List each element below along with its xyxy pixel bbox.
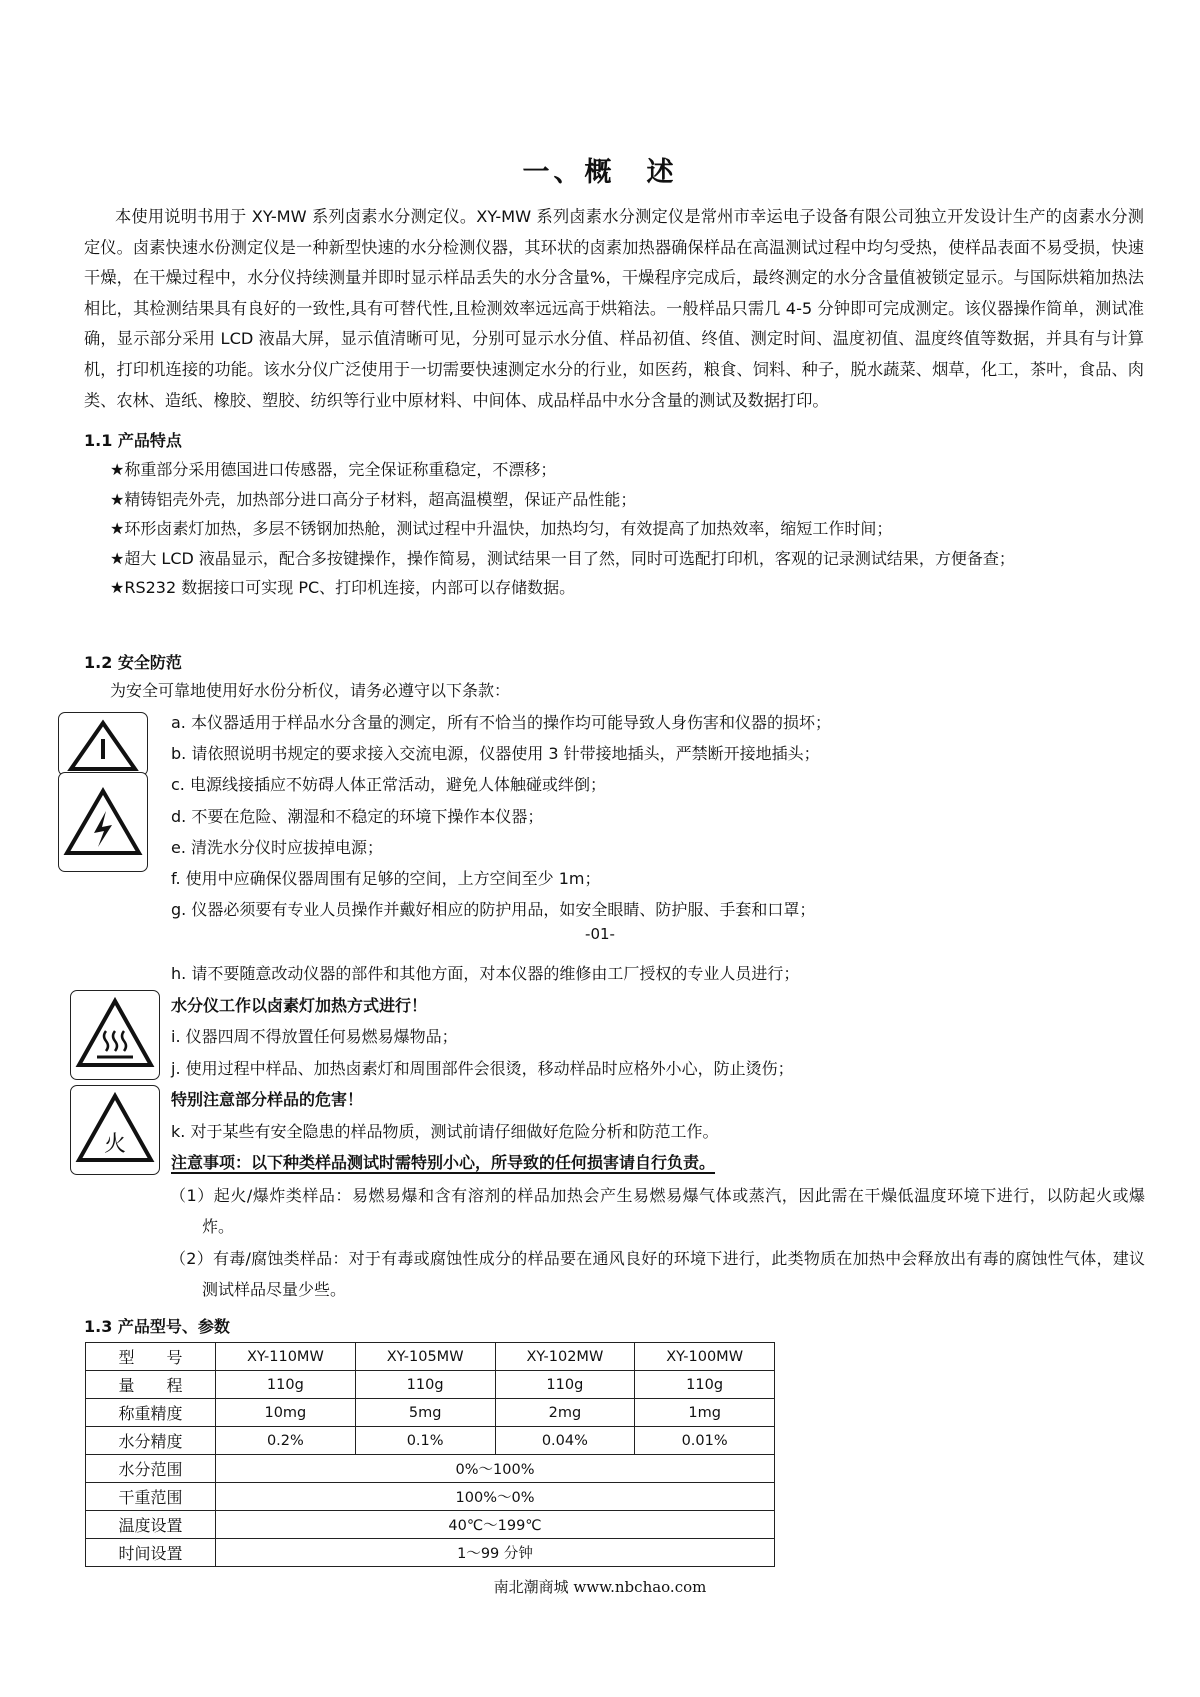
table-row xyxy=(86,1427,775,1455)
model-cell: XY-100MW xyxy=(635,1343,775,1371)
table-row xyxy=(86,1371,775,1399)
table-cell: 1mg xyxy=(635,1399,775,1427)
row-label: 水分范围 xyxy=(86,1455,216,1483)
table-cell: 2mg xyxy=(495,1399,635,1427)
table-row xyxy=(86,1343,775,1371)
list-item: j. 使用过程中样品、加热卤素灯和周围部件会很烫，移动样品时应格外小心，防止烫伤； xyxy=(171,1058,794,1078)
list-item: d. 不要在危险、潮湿和不稳定的环境下操作本仪器； xyxy=(171,806,544,826)
safety-heading: 1.2 安全防范 xyxy=(84,653,182,672)
table-cell: 40℃～199℃ xyxy=(216,1511,775,1539)
sample-warning: 特别注意部分样品的危害！ xyxy=(171,1090,364,1109)
page-title: 一、概 述 xyxy=(522,157,678,188)
table-cell: 0.1% xyxy=(355,1427,495,1455)
list-item: a. 本仪器适用于样品水分含量的测定，所有不恰当的操作均可能导致人身伤害和仪器的损坏； xyxy=(171,713,831,732)
intro-paragraph: 本使用说明书用于 XY-MW 系列卤素水分测定仪。XY-MW 系列卤素水分测定仪是常州市幸运电子设备有限公司独立开发设计生产的卤素水分测定仪。卤素快速水份测定仪是一种新型快速的水分检测仪器，其环状的卤素加热器确保样品在高温测试过程中均匀受热，使样品表面不易受损，快速干燥，在干燥过程中，水分仪持续测量并即时显示样品丢失的水分含量%，干燥程序完成后，最终测定的水分含量值被锁定显示。与国际烘箱加热法相比，其检测结果具有良好的一致性,具有可替代性,且检测效率远远高于烘箱法。一般样品只需几 4-5 分钟即可完成测定。该仪器操作简单，测试准确，显示部分采用 LCD 液晶大屏，显示值清晰可见，分别可显示水分值、样品初值、终值、测定时间、温度初值、温度终值等数据，并具有与计算机，打印机连接的功能。该水分仪广泛使用于一切需要快速测定水分的行业，如医药，粮食、饲料、种子，脱水蔬菜、烟草，化工，茶叶，食品、肉类、农林、造纸、橡胶、塑胶、纺织等行业中原材料、中间体、成品样品中水分含量的测试及数据打印。 xyxy=(84,207,1144,410)
safety-items xyxy=(171,707,831,925)
table-cell: 110g xyxy=(216,1371,356,1399)
list-item: b. 请依照说明书规定的要求接入交流电源，仪器使用 3 针带接地插头，严禁断开接地插头； xyxy=(171,744,820,764)
hot-surface-icon xyxy=(70,990,160,1080)
model-cell: XY-105MW xyxy=(355,1343,495,1371)
notice-heading: 注意事项：以下种类样品测试时需特别小心，所导致的任何损害请自行负责。 xyxy=(171,1153,716,1172)
table-cell: 5mg xyxy=(355,1399,495,1427)
list-item: h. 请不要随意改动仪器的部件和其他方面，对本仪器的维修由工厂授权的专业人员进行； xyxy=(171,964,800,983)
table-row xyxy=(86,1455,775,1483)
list-item: f. 使用中应确保仪器周围有足够的空间，上方空间至少 1m； xyxy=(171,869,601,889)
spec-heading: 1.3 产品型号、参数 xyxy=(84,1317,230,1336)
table-row xyxy=(86,1539,775,1567)
features-list xyxy=(110,455,1015,603)
notes xyxy=(170,1180,1145,1306)
note-item: （2）有毒/腐蚀类样品：对于有毒或腐蚀性成分的样品要在通风良好的环境下进行，此类物质在加热中会释放出有毒的腐蚀性气体，建议测试样品尽量少些。 xyxy=(170,1249,1145,1299)
list-item: g. 仪器必须要有专业人员操作并戴好相应的防护用品，如安全眼睛、防护服、手套和口罩； xyxy=(171,900,816,920)
table-row xyxy=(86,1399,775,1427)
table-cell: 110g xyxy=(495,1371,635,1399)
features-heading: 1.1 产品特点 xyxy=(84,431,182,450)
list-item: ★环形卤素灯加热，多层不锈钢加热舱，测试过程中升温快，加热均匀，有效提高了加热效率，缩短工作时间； xyxy=(110,519,893,538)
safety-intro: 为安全可靠地使用好水份分析仪，请务必遵守以下条款： xyxy=(110,681,511,700)
row-label: 温度设置 xyxy=(86,1511,216,1539)
table-row xyxy=(86,1511,775,1539)
fire-icon-label: 火 xyxy=(103,1132,127,1157)
footer-watermark: 南北潮商城 www.nbchao.com xyxy=(493,1578,707,1596)
table-cell: 0%～100% xyxy=(216,1455,775,1483)
list-item: ★超大 LCD 液晶显示，配合多按键操作，操作简易，测试结果一目了然，同时可选配打印机，客观的记录测试结果，方便备查； xyxy=(110,548,1015,568)
heat-warning: 水分仪工作以卤素灯加热方式进行！ xyxy=(171,995,428,1015)
table-cell: 0.2% xyxy=(216,1427,356,1455)
row-label: 量 程 xyxy=(86,1371,216,1399)
table-cell: 1～99 分钟 xyxy=(216,1539,775,1567)
electric-shock-icon xyxy=(58,772,148,872)
row-label: 称重精度 xyxy=(86,1399,216,1427)
table-cell: 10mg xyxy=(216,1399,356,1427)
row-label: 时间设置 xyxy=(86,1539,216,1567)
list-item: ★称重部分采用德国进口传感器，完全保证称重稳定，不漂移； xyxy=(110,460,557,479)
list-item: c. 电源线接插应不妨碍人体正常活动，避免人体触碰或绊倒； xyxy=(171,775,606,795)
table-row xyxy=(86,1483,775,1511)
spec-table xyxy=(85,1342,775,1567)
model-cell: XY-102MW xyxy=(495,1343,635,1371)
model-cell: XY-110MW xyxy=(216,1343,356,1371)
list-item: e. 清洗水分仪时应拔掉电源； xyxy=(171,837,384,857)
page-number: -01- xyxy=(585,925,615,943)
note-item: （1）起火/爆炸类样品：易燃易爆和含有溶剂的样品加热会产生易燃易爆气体或蒸汽，因此需在干燥低温度环境下进行，以防起火或爆炸。 xyxy=(170,1186,1145,1236)
row-label: 干重范围 xyxy=(86,1483,216,1511)
row-label: 型 号 xyxy=(86,1343,216,1371)
fire-icon xyxy=(70,1085,160,1175)
table-cell: 0.01% xyxy=(635,1427,775,1455)
list-item: i. 仪器四周不得放置任何易燃易爆物品； xyxy=(171,1027,458,1046)
list-item: ★RS232 数据接口可实现 PC、打印机连接，内部可以存储数据。 xyxy=(110,578,576,597)
table-cell: 0.04% xyxy=(495,1427,635,1455)
row-label: 水分精度 xyxy=(86,1427,216,1455)
table-cell: 100%～0% xyxy=(216,1483,775,1511)
safety-items-continued xyxy=(171,958,799,1179)
warning-icon xyxy=(58,712,148,776)
table-cell: 110g xyxy=(635,1371,775,1399)
list-item: ★精铸铝壳外壳，加热部分进口高分子材料，超高温模塑，保证产品性能； xyxy=(110,489,637,509)
list-item: k. 对于某些有安全隐患的样品物质，测试前请仔细做好危险分析和防范工作。 xyxy=(171,1121,719,1141)
table-cell: 110g xyxy=(355,1371,495,1399)
